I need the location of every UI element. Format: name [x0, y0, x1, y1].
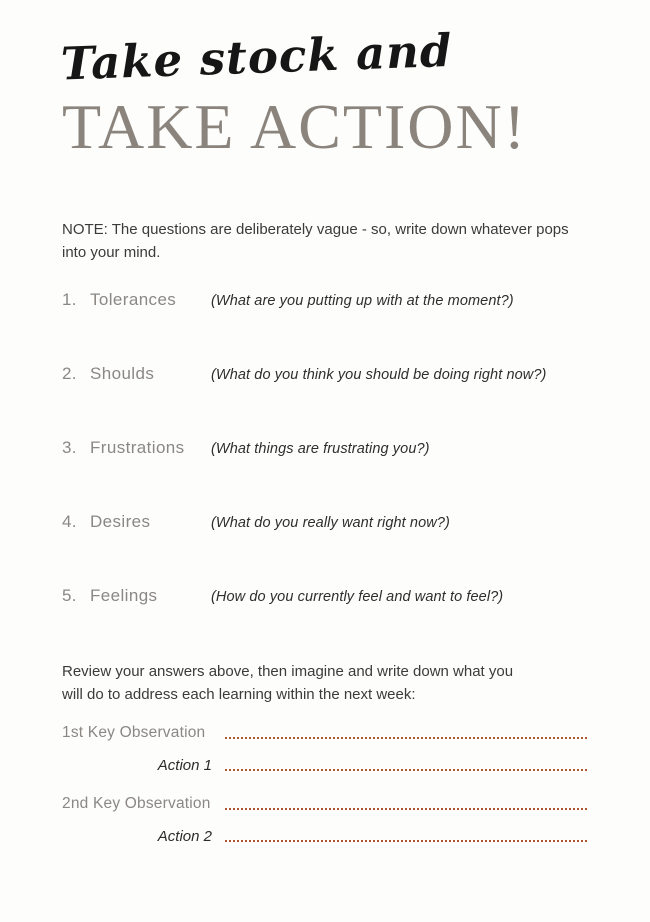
page-title: TAKE ACTION! [62, 91, 528, 162]
list-item [62, 364, 587, 388]
item-question: (What things are frustrating you?) [211, 441, 430, 457]
item-label: Desires [90, 512, 151, 531]
list-item [62, 586, 587, 610]
action-2-input-line[interactable] [225, 840, 587, 842]
item-label: Feelings [90, 586, 158, 605]
key-observation-1-input-line[interactable] [225, 737, 587, 739]
review-instructions: Review your answers above, then imagine and write down what you will do to address each learning within the next week: [62, 663, 514, 703]
note-text: NOTE: The questions are deliberately vague - so, write down whatever pops into your mind. [62, 221, 569, 261]
item-label: Frustrations [90, 438, 185, 457]
item-number: 5. [62, 586, 77, 605]
item-question: (What are you putting up with at the moment?) [211, 293, 514, 309]
item-question: (How do you currently feel and want to feel?) [211, 589, 504, 605]
fill-row-action-2 [62, 821, 587, 845]
action-1-label: Action 1 [157, 757, 212, 774]
fill-row-action-1 [62, 750, 587, 774]
item-number: 1. [62, 290, 77, 309]
script-subtitle: Take stock and [60, 23, 454, 91]
item-question: (What do you really want right now?) [211, 515, 450, 531]
fill-in-section [62, 718, 587, 845]
item-question: (What do you think you should be doing right now?) [211, 367, 547, 383]
fill-row-key-observation-2 [62, 789, 587, 813]
item-label: Shoulds [90, 364, 155, 383]
key-observation-2-label: 2nd Key Observation [62, 795, 211, 812]
key-observation-1-label: 1st Key Observation [62, 724, 206, 741]
key-observation-2-input-line[interactable] [225, 808, 587, 810]
item-number: 3. [62, 438, 77, 457]
list-item [62, 512, 587, 536]
page-header [60, 23, 587, 162]
list-item [62, 290, 587, 314]
item-number: 2. [62, 364, 77, 383]
question-list [62, 290, 587, 610]
fill-row-key-observation-1 [62, 718, 587, 742]
list-item [62, 438, 587, 462]
action-1-input-line[interactable] [225, 769, 587, 771]
item-label: Tolerances [90, 290, 177, 309]
item-number: 4. [62, 512, 77, 531]
action-2-label: Action 2 [157, 828, 212, 845]
